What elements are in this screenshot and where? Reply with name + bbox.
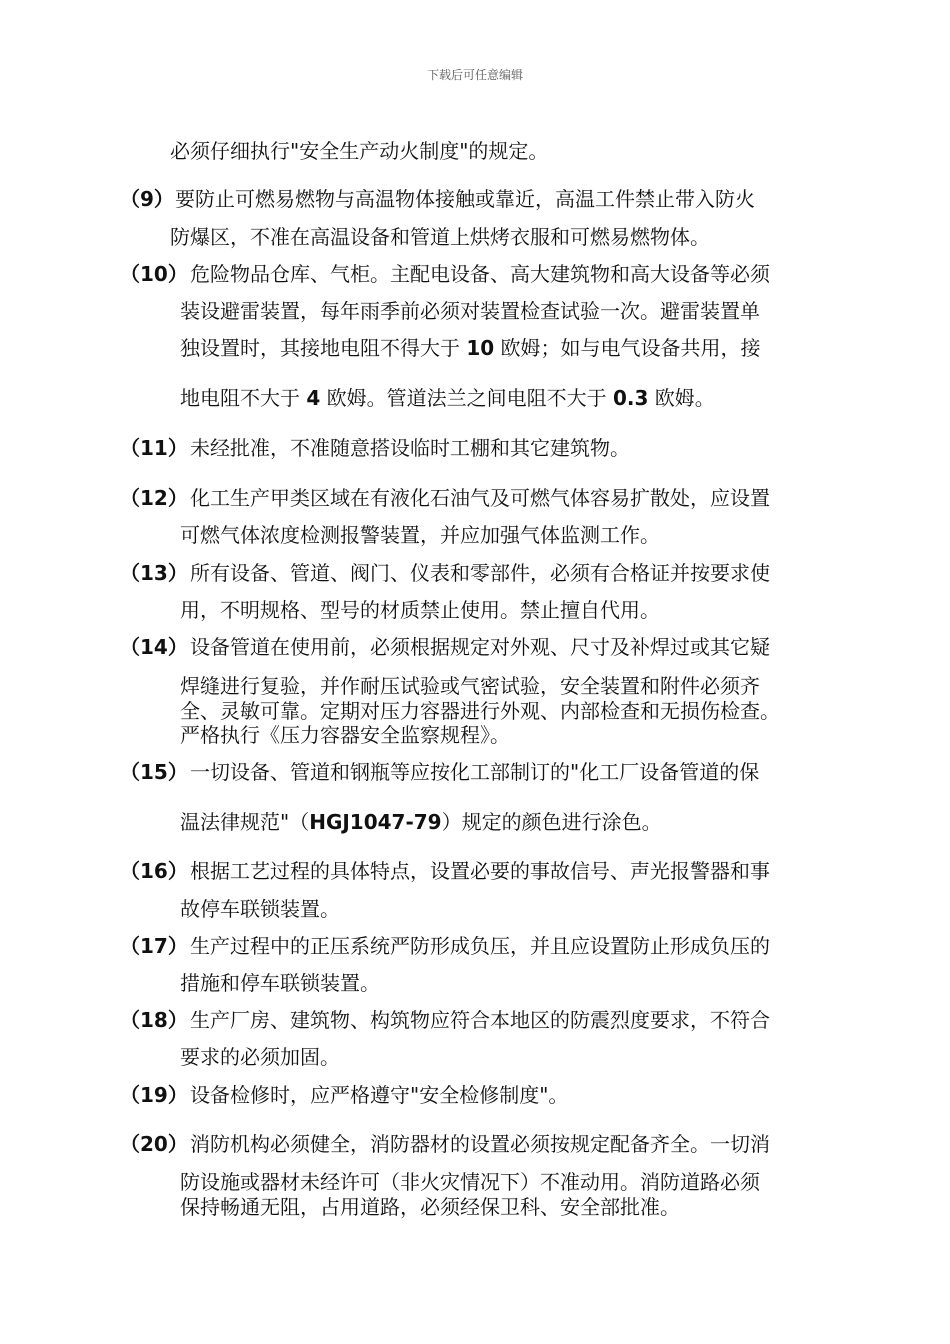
- item-8-line-1: 必须仔细执行"安全生产动火制度"的规定。: [170, 139, 549, 163]
- item-20-number: （20）: [120, 1132, 188, 1156]
- item-11-line-1: 未经批准，不准随意搭设临时工棚和其它建筑物。: [190, 436, 630, 460]
- item-13-line-1: 所有设备、管道、阀门、仪表和零部件，必须有合格证并按要求使: [190, 561, 770, 585]
- item-16-number: （16）: [120, 859, 188, 883]
- item-17-number: （17）: [120, 934, 188, 958]
- item-15-line-2: 温法律规范"（HGJ1047-79）规定的颜色进行涂色。: [180, 810, 662, 834]
- item-10-number: （10）: [120, 262, 188, 286]
- item-12-line-2: 可燃气体浓度检测报警装置，并应加强气体监测工作。: [180, 523, 660, 547]
- item-14-number: （14）: [120, 635, 188, 659]
- item-10-line-3: 独设置时，其接地电阻不得大于 10 欧姆；如与电气设备共用，接: [180, 336, 761, 360]
- item-18-line-1: 生产厂房、建筑物、构筑物应符合本地区的防震烈度要求，不符合: [190, 1008, 770, 1032]
- item-19-number: （19）: [120, 1083, 188, 1107]
- item-20-line-2: 防设施或器材未经许可（非火灾情况下）不准动用。消防道路必须: [180, 1170, 760, 1194]
- item-16-line-2: 故停车联锁装置。: [180, 897, 340, 921]
- item-13-line-2: 用，不明规格、型号的材质禁止使用。禁止擅自代用。: [180, 598, 660, 622]
- item-18-number: （18）: [120, 1008, 188, 1032]
- item-15-line-1: 一切设备、管道和钢瓶等应按化工部制订的"化工厂设备管道的保: [190, 760, 760, 784]
- item-12-line-1: 化工生产甲类区域在有液化石油气及可燃气体容易扩散处，应设置: [190, 486, 770, 510]
- item-13-number: （13）: [120, 561, 188, 585]
- item-18-line-2: 要求的必须加固。: [180, 1045, 340, 1069]
- item-17-line-1: 生产过程中的正压系统严防形成负压，并且应设置防止形成负压的: [190, 934, 770, 958]
- item-14-line-1: 设备管道在使用前，必须根据规定对外观、尺寸及补焊过或其它疑: [190, 635, 770, 659]
- item-11-number: （11）: [120, 436, 188, 460]
- item-9-line-2: 防爆区，不准在高温设备和管道上烘烤衣服和可燃易燃物体。: [170, 225, 710, 249]
- item-10-line-1: 危险物品仓库、气柜。主配电设备、高大建筑物和高大设备等必须: [190, 262, 770, 286]
- item-20-line-3: 保持畅通无阻，占用道路，必须经保卫科、安全部批准。: [180, 1195, 680, 1219]
- item-17-line-2: 措施和停车联锁装置。: [180, 971, 380, 995]
- item-14-line-3: 全、灵敏可靠。定期对压力容器进行外观、内部检查和无损伤检查。: [180, 699, 780, 723]
- item-14-line-2: 焊缝进行复验，并作耐压试验或气密试验，安全装置和附件必须齐: [180, 674, 760, 698]
- item-9-number: （9）: [120, 187, 174, 211]
- item-12-number: （12）: [120, 486, 188, 510]
- item-19-line-1: 设备检修时，应严格遵守"安全检修制度"。: [190, 1083, 569, 1107]
- item-16-line-1: 根据工艺过程的具体特点，设置必要的事故信号、声光报警器和事: [190, 859, 770, 883]
- item-10-line-4: 地电阻不大于 4 欧姆。管道法兰之间电阻不大于 0.3 欧姆。: [180, 386, 715, 410]
- item-14-line-4: 严格执行《压力容器安全监察规程》。: [180, 723, 510, 747]
- item-20-line-1: 消防机构必须健全，消防器材的设置必须按规定配备齐全。一切消: [190, 1132, 770, 1156]
- item-15-number: （15）: [120, 760, 188, 784]
- item-9-line-1: 要防止可燃易燃物与高温物体接触或靠近，高温工件禁止带入防火: [175, 187, 755, 211]
- item-10-line-2: 装设避雷装置，每年雨季前必须对装置检查试验一次。避雷装置单: [180, 299, 760, 323]
- page-header: 下载后可任意编辑: [426, 68, 523, 82]
